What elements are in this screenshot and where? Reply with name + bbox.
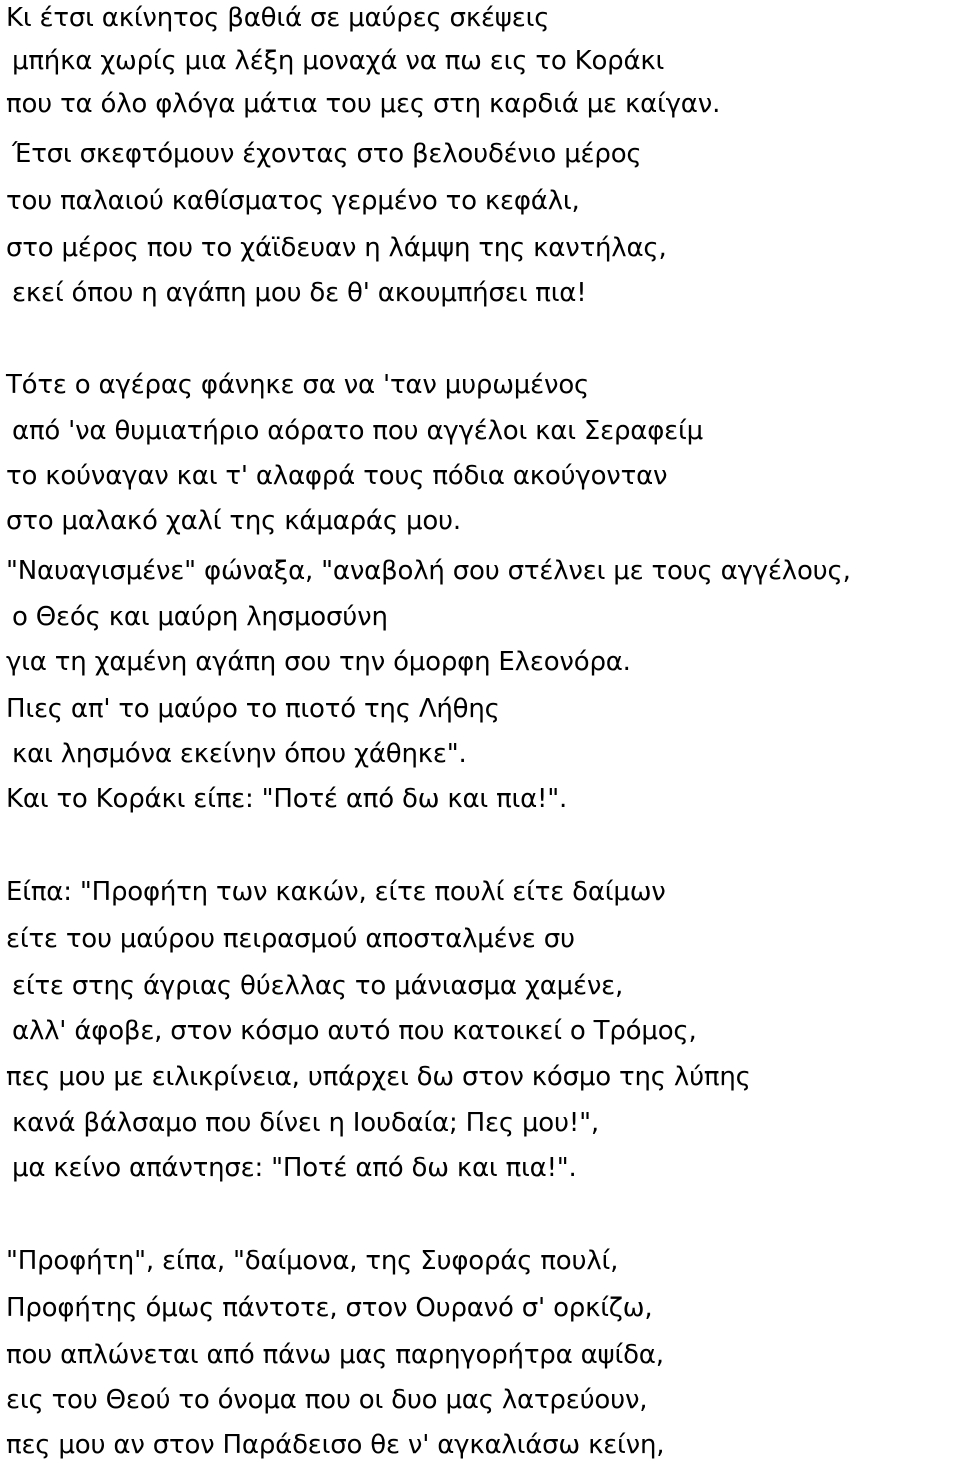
- poem-line: και λησμόνα εκείνην όπου χάθηκε".: [12, 739, 467, 769]
- poem-line: Προφήτης όμως πάντοτε, στον Ουρανό σ' ορκίζω,: [6, 1293, 653, 1323]
- poem-line: πες μου με ειλικρίνεια, υπάρχει δω στον κόσμο της λύπης: [6, 1062, 751, 1092]
- poem-line: πες μου αν στον Παράδεισο θε ν' αγκαλιάσω κείνη,: [6, 1430, 665, 1460]
- poem-line: το κούναγαν και τ' αλαφρά τους πόδια ακούγονταν: [6, 461, 668, 491]
- poem-line: μα κείνο απάντησε: "Ποτέ από δω και πια!".: [12, 1153, 577, 1183]
- poem-line: Και το Κοράκι είπε: "Ποτέ από δω και πια!".: [6, 784, 568, 814]
- poem-line: είτε στης άγριας θύελλας το μάνιασμα χαμένε,: [12, 971, 624, 1001]
- poem-line: αλλ' άφοβε, στον κόσμο αυτό που κατοικεί ο Τρόμος,: [12, 1016, 697, 1046]
- poem-line: που τα όλο φλόγα μάτια του μες στη καρδιά με καίγαν.: [6, 89, 721, 119]
- poem-line: Πιες απ' το μαύρο το πιοτό της Λήθης: [6, 694, 500, 724]
- poem-line: ο Θεός και μαύρη λησμοσύνη: [12, 602, 388, 632]
- poem-line: του παλαιού καθίσματος γερμένο το κεφάλι,: [6, 186, 580, 216]
- poem-line: Είπα: "Προφήτη των κακών, είτε πουλί είτε δαίμων: [6, 877, 666, 907]
- poem-line: εκεί όπου η αγάπη μου δε θ' ακουμπήσει πια!: [12, 278, 587, 308]
- poem-line: κανά βάλσαμο που δίνει η Ιουδαία; Πες μου!",: [12, 1108, 599, 1138]
- poem-line: "Ναυαγισμένε" φώναξα, "αναβολή σου στέλνει με τους αγγέλους,: [6, 556, 851, 586]
- poem-line: Τότε ο αγέρας φάνηκε σα να 'ταν μυρωμένος: [6, 370, 590, 400]
- poem-line: για τη χαμένη αγάπη σου την όμορφη Ελεονόρα.: [6, 647, 631, 677]
- poem-line: Κι έτσι ακίνητος βαθιά σε μαύρες σκέψεις: [6, 3, 550, 33]
- poem-line: είτε του μαύρου πειρασμού αποσταλμένε συ: [6, 924, 575, 954]
- poem-line: που απλώνεται από πάνω μας παρηγορήτρα αψίδα,: [6, 1340, 664, 1370]
- poem-line: μπήκα χωρίς μια λέξη μοναχά να πω εις το Κοράκι: [12, 46, 665, 76]
- poem-line: στο μέρος που το χάϊδευαν η λάμψη της καντήλας,: [6, 233, 667, 263]
- poem-line: "Προφήτη", είπα, "δαίμονα, της Συφοράς πουλί,: [6, 1246, 619, 1276]
- poem-line: από 'να θυμιατήριο αόρατο που αγγέλοι και Σεραφείμ: [12, 416, 703, 446]
- poem-line: Έτσι σκεφτόμουν έχοντας στο βελουδένιο μέρος: [12, 139, 642, 169]
- poem-line: στο μαλακό χαλί της κάμαράς μου.: [6, 506, 461, 536]
- poem-line: εις του Θεού το όνομα που οι δυο μας λατρεύουν,: [6, 1385, 648, 1415]
